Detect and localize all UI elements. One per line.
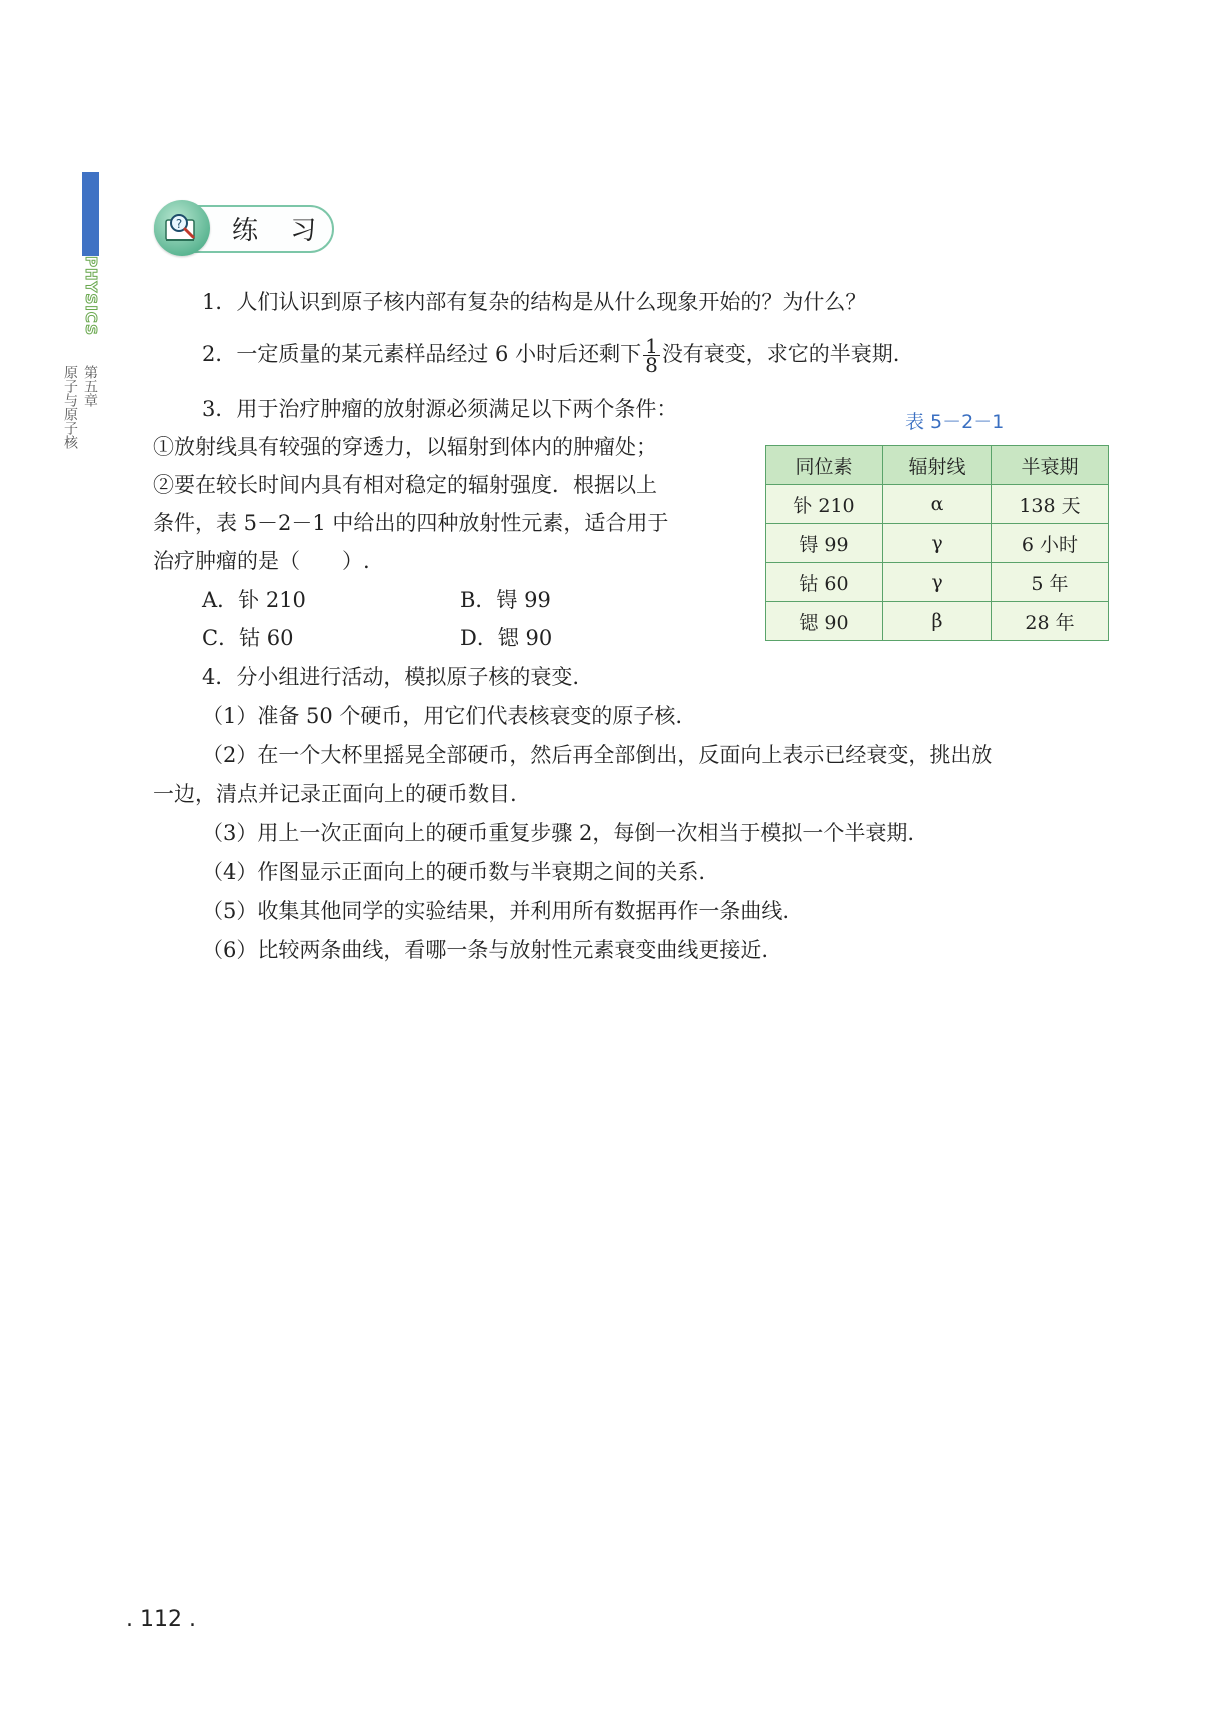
fraction [643,334,660,377]
table-cell: 28 年 [991,602,1108,641]
question-2-text-before: 2．一定质量的某元素样品经过 6 小时后还剩下 [202,342,642,366]
table-row [766,602,1109,641]
table-cell: 5 年 [991,563,1108,602]
option-d: D．锶 90 [460,626,553,650]
question-4-line: 4．分小组进行活动，模拟原子核的衰变. [202,665,580,689]
question-4-line: （6）比较两条曲线，看哪一条与放射性元素衰变曲线更接近. [202,938,769,962]
option-c: C．钴 60 [202,626,294,650]
question-4-line: 一边，清点并记录正面向上的硬币数目. [153,782,517,806]
table-caption: 表 5－2－1 [905,411,1005,433]
question-4-line: （1）准备 50 个硬币，用它们代表核衰变的原子核. [202,704,683,728]
question-4-line: （3）用上一次正面向上的硬币重复步骤 2，每倒一次相当于模拟一个半衰期. [202,821,915,845]
table-header: 辐射线 [883,446,992,485]
table-row [766,485,1109,524]
table-cell: γ [883,524,992,563]
page-number: . 112 . [126,1607,196,1632]
question-4-line: （2）在一个大杯里摇晃全部硬币，然后再全部倒出，反面向上表示已经衰变，挑出放 [202,743,993,767]
table-row [766,524,1109,563]
question-2-text-after: 没有衰变，求它的半衰期. [661,342,900,366]
table-header: 同位素 [766,446,883,485]
question-1: 1．人们认识到原子核内部有复杂的结构是从什么现象开始的？为什么？ [202,290,867,314]
question-3-line: 治疗肿瘤的是（ ）. [153,549,370,573]
sidebar-chapter-number: 第五章 [82,365,98,407]
table-cell: γ [883,563,992,602]
sidebar-chapter-title: 原子与原子核 [62,365,78,449]
question-4-line: （4）作图显示正面向上的硬币数与半衰期之间的关系. [202,860,706,884]
isotope-table [765,445,1109,641]
fraction-denominator: 8 [645,353,658,377]
table-cell: 锝 99 [766,524,883,563]
table-cell: 钴 60 [766,563,883,602]
table-row [766,563,1109,602]
question-3-line: ①放射线具有较强的穿透力，以辐射到体内的肿瘤处； [153,435,657,459]
question-2 [202,334,900,377]
fraction-numerator: 1 [645,334,658,358]
question-3-line: 条件，表 5－2－1 中给出的四种放射性元素，适合用于 [153,511,669,535]
sidebar-chapter [62,365,100,461]
table-header-row [766,446,1109,485]
table-cell: 138 天 [991,485,1108,524]
table-cell: 锶 90 [766,602,883,641]
option-b: B．锝 99 [460,588,551,612]
question-3-line: 3．用于治疗肿瘤的放射源必须满足以下两个条件： [202,397,678,421]
question-magnifier-icon [160,206,204,250]
question-4-line: （5）收集其他同学的实验结果，并利用所有数据再作一条曲线. [202,899,790,923]
question-3-line: ②要在较长时间内具有相对稳定的辐射强度．根据以上 [153,473,657,497]
table-cell: β [883,602,992,641]
section-title: 练 习 [232,216,329,246]
table-cell: 钋 210 [766,485,883,524]
sidebar-physics-label: PHYSICS [82,256,100,336]
table-cell: 6 小时 [991,524,1108,563]
option-a: A．钋 210 [202,588,306,612]
table-header: 半衰期 [991,446,1108,485]
chapter-color-bar [82,172,99,256]
table-cell: α [883,485,992,524]
svg-text:?: ? [175,217,183,231]
